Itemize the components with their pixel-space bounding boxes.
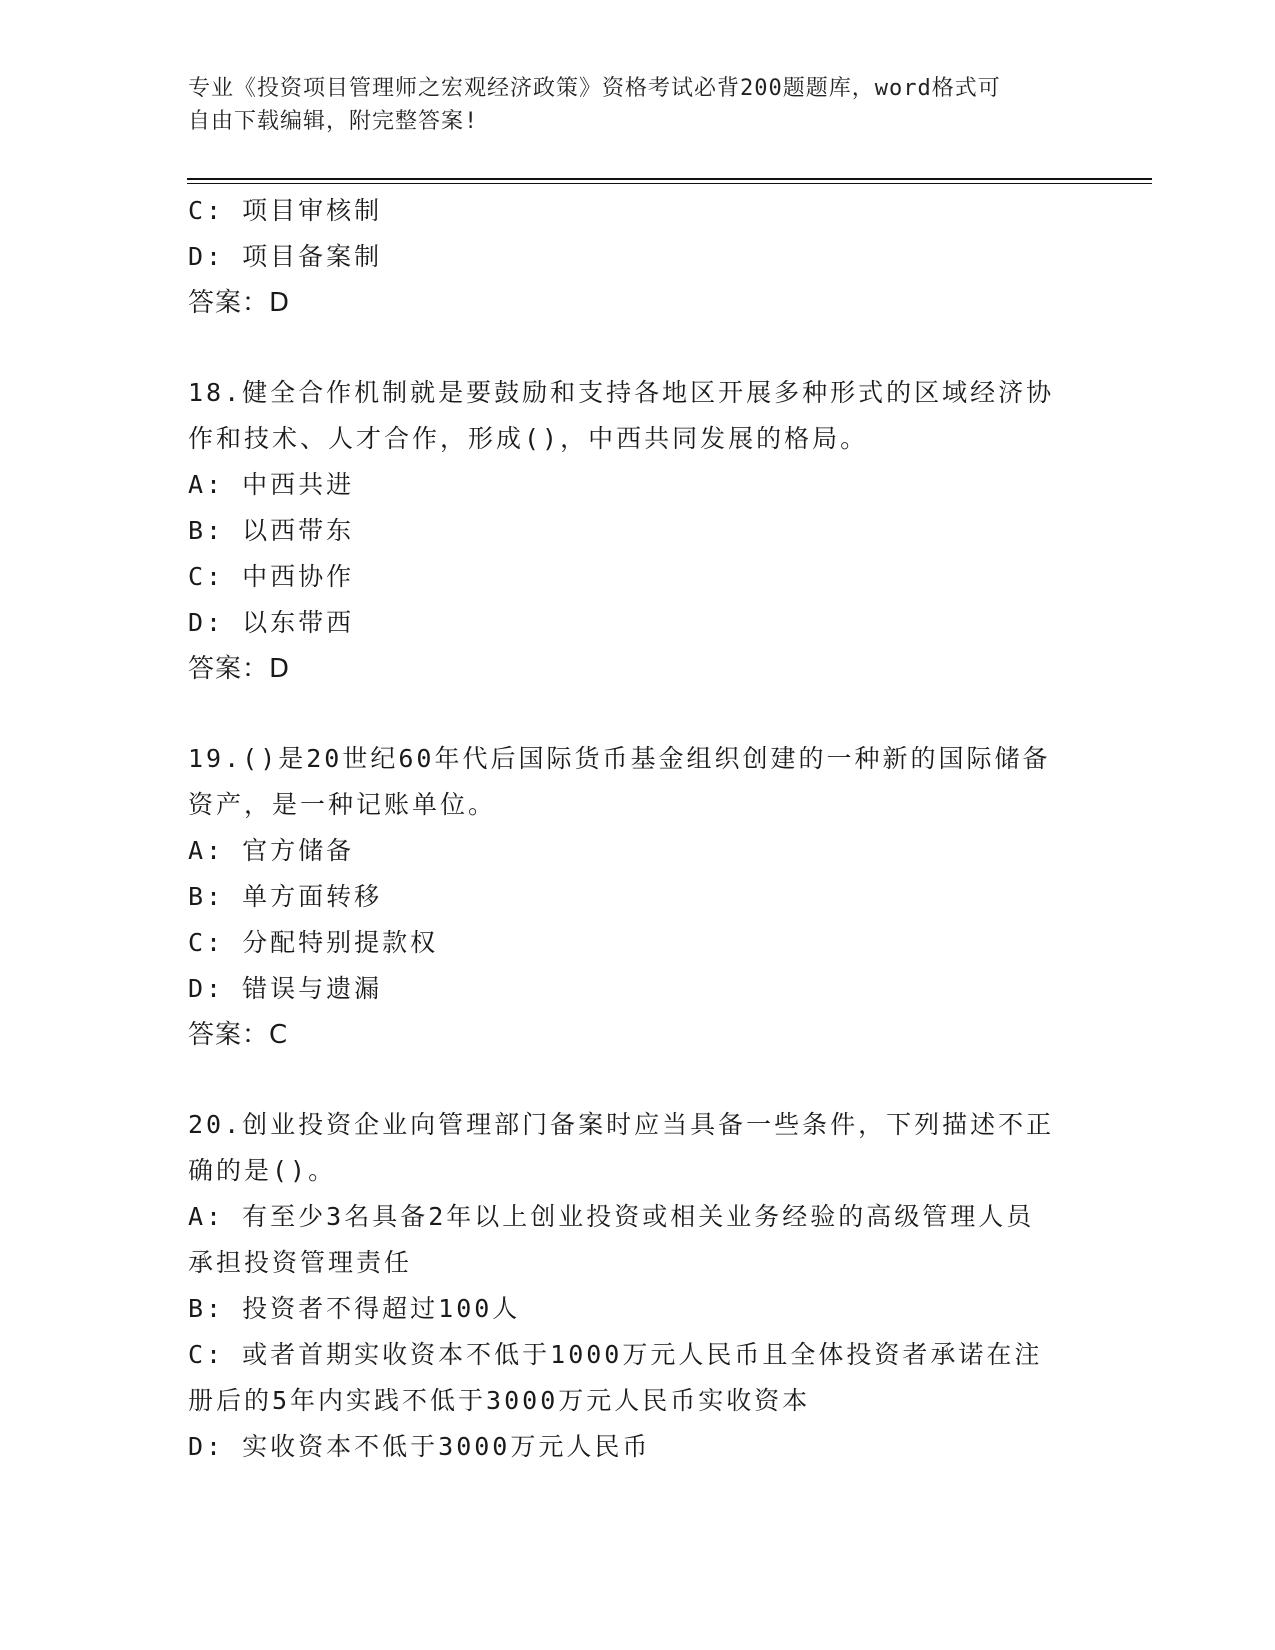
answer-line: 答案：C (188, 1020, 289, 1050)
question-18 (188, 370, 1088, 692)
option-a-line-2: 承担投资管理责任 (188, 1248, 413, 1277)
option-a: A: 官方储备 (188, 836, 355, 865)
option-d: D: 项目备案制 (188, 242, 383, 271)
option-c: C: 项目审核制 (188, 196, 383, 225)
option-c: C: 分配特别提款权 (188, 928, 439, 957)
option-c-line-2: 册后的5年内实践不低于3000万元人民币实收资本 (188, 1386, 811, 1415)
option-c: C: 中西协作 (188, 562, 355, 591)
answer-line: 答案：D (188, 288, 291, 318)
question-stem-line-1: 19.()是20世纪60年代后国际货币基金组织创建的一种新的国际储备 (188, 744, 1051, 773)
option-d: D: 错误与遗漏 (188, 974, 383, 1003)
question-stem-line-1: 20.创业投资企业向管理部门备案时应当具备一些条件，下列描述不正 (188, 1110, 1055, 1139)
header-divider-thick (187, 178, 1152, 180)
option-a: A: 中西共进 (188, 470, 355, 499)
option-a-line-1: A: 有至少3名具备2年以上创业投资或相关业务经验的高级管理人员 (188, 1202, 1035, 1231)
question-20 (188, 1102, 1088, 1470)
header-title-line-2: 自由下载编辑，附完整答案! (188, 109, 479, 134)
option-c-line-1: C: 或者首期实收资本不低于1000万元人民币且全体投资者承诺在注 (188, 1340, 1043, 1369)
question-stem-line-2: 资产，是一种记账单位。 (188, 790, 497, 819)
question-stem-line-2: 确的是()。 (188, 1156, 337, 1185)
question-stem-line-1: 18.健全合作机制就是要鼓励和支持各地区开展多种形式的区域经济协 (188, 378, 1055, 407)
question-content (188, 188, 1088, 1470)
question-19 (188, 736, 1088, 1058)
question-stem-line-2: 作和技术、人才合作，形成()，中西共同发展的格局。 (188, 424, 869, 453)
question-17-continued (188, 188, 1088, 326)
option-d: D: 以东带西 (188, 608, 355, 637)
header-title-line-1: 专业《投资项目管理师之宏观经济政策》资格考试必背200题题库，word格式可 (188, 76, 1001, 101)
header-divider-thin (187, 183, 1152, 184)
option-d: D: 实收资本不低于3000万元人民币 (188, 1432, 651, 1461)
option-b: B: 以西带东 (188, 516, 355, 545)
page-header (188, 72, 1068, 138)
option-b: B: 单方面转移 (188, 882, 383, 911)
option-b: B: 投资者不得超过100人 (188, 1294, 521, 1323)
answer-line: 答案：D (188, 654, 291, 684)
